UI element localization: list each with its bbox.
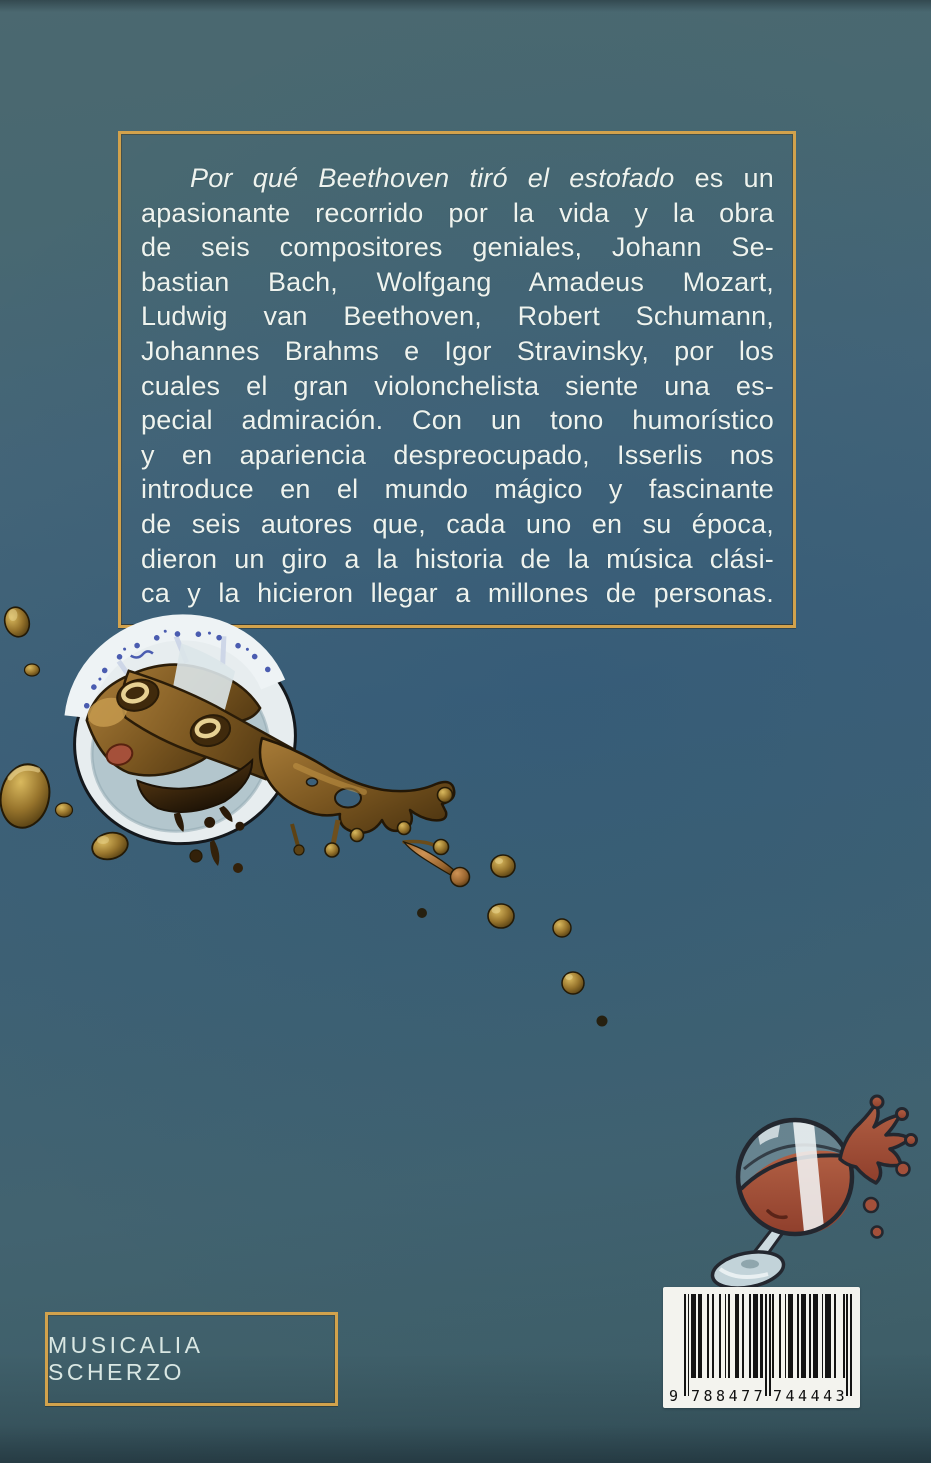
tipped-wine-glass-icon — [698, 1093, 931, 1308]
blurb-line: cuales el gran violonchelista siente una es- — [141, 370, 774, 401]
blurb-first-line-rest: es un — [674, 163, 774, 193]
blurb-line: Ludwig van Beethoven, Robert Schumann, — [141, 301, 774, 332]
barcode-bars — [684, 1294, 852, 1396]
blurb-line: bastian Bach, Wolfgang Amadeus Mozart, — [141, 266, 774, 297]
plate — [47, 601, 320, 870]
blurb-line: apasionante recorrido por la vida y la obra — [141, 197, 774, 228]
book-title-italic: Por qué Beethoven tiró el estofado — [190, 163, 675, 193]
barcode-digit-group2: 744443 — [773, 1387, 849, 1405]
blurb-line: dieron un giro a la historia de la música clási- — [141, 543, 774, 574]
blurb-first-line — [141, 161, 774, 196]
blurb-line: de seis autores que, cada uno en su época, — [141, 508, 774, 539]
blurb-line: introduce en el mundo mágico y fascinante — [141, 474, 774, 505]
blurb-box — [118, 131, 796, 628]
blurb-line: ca y la hicieron llegar a millones de personas. — [141, 578, 774, 609]
blurb-line: y en apariencia despreocupado, Isserlis nos — [141, 439, 774, 470]
barcode-digit-lead: 9 — [669, 1387, 679, 1405]
blurb-line: Johannes Brahms e Igor Stravinsky, por los — [141, 335, 774, 366]
barcode — [663, 1287, 860, 1408]
blurb-line: pecial admiración. Con un tono humorístico — [141, 405, 774, 436]
publisher-name: MUSICALIA SCHERZO — [48, 1332, 203, 1385]
blurb-line: de seis compositores geniales, Johann Se- — [141, 232, 774, 263]
barcode-digit-group1: 788477 — [691, 1387, 767, 1405]
stew-drops-trail-icon — [400, 840, 640, 1040]
publisher-box — [45, 1312, 338, 1406]
